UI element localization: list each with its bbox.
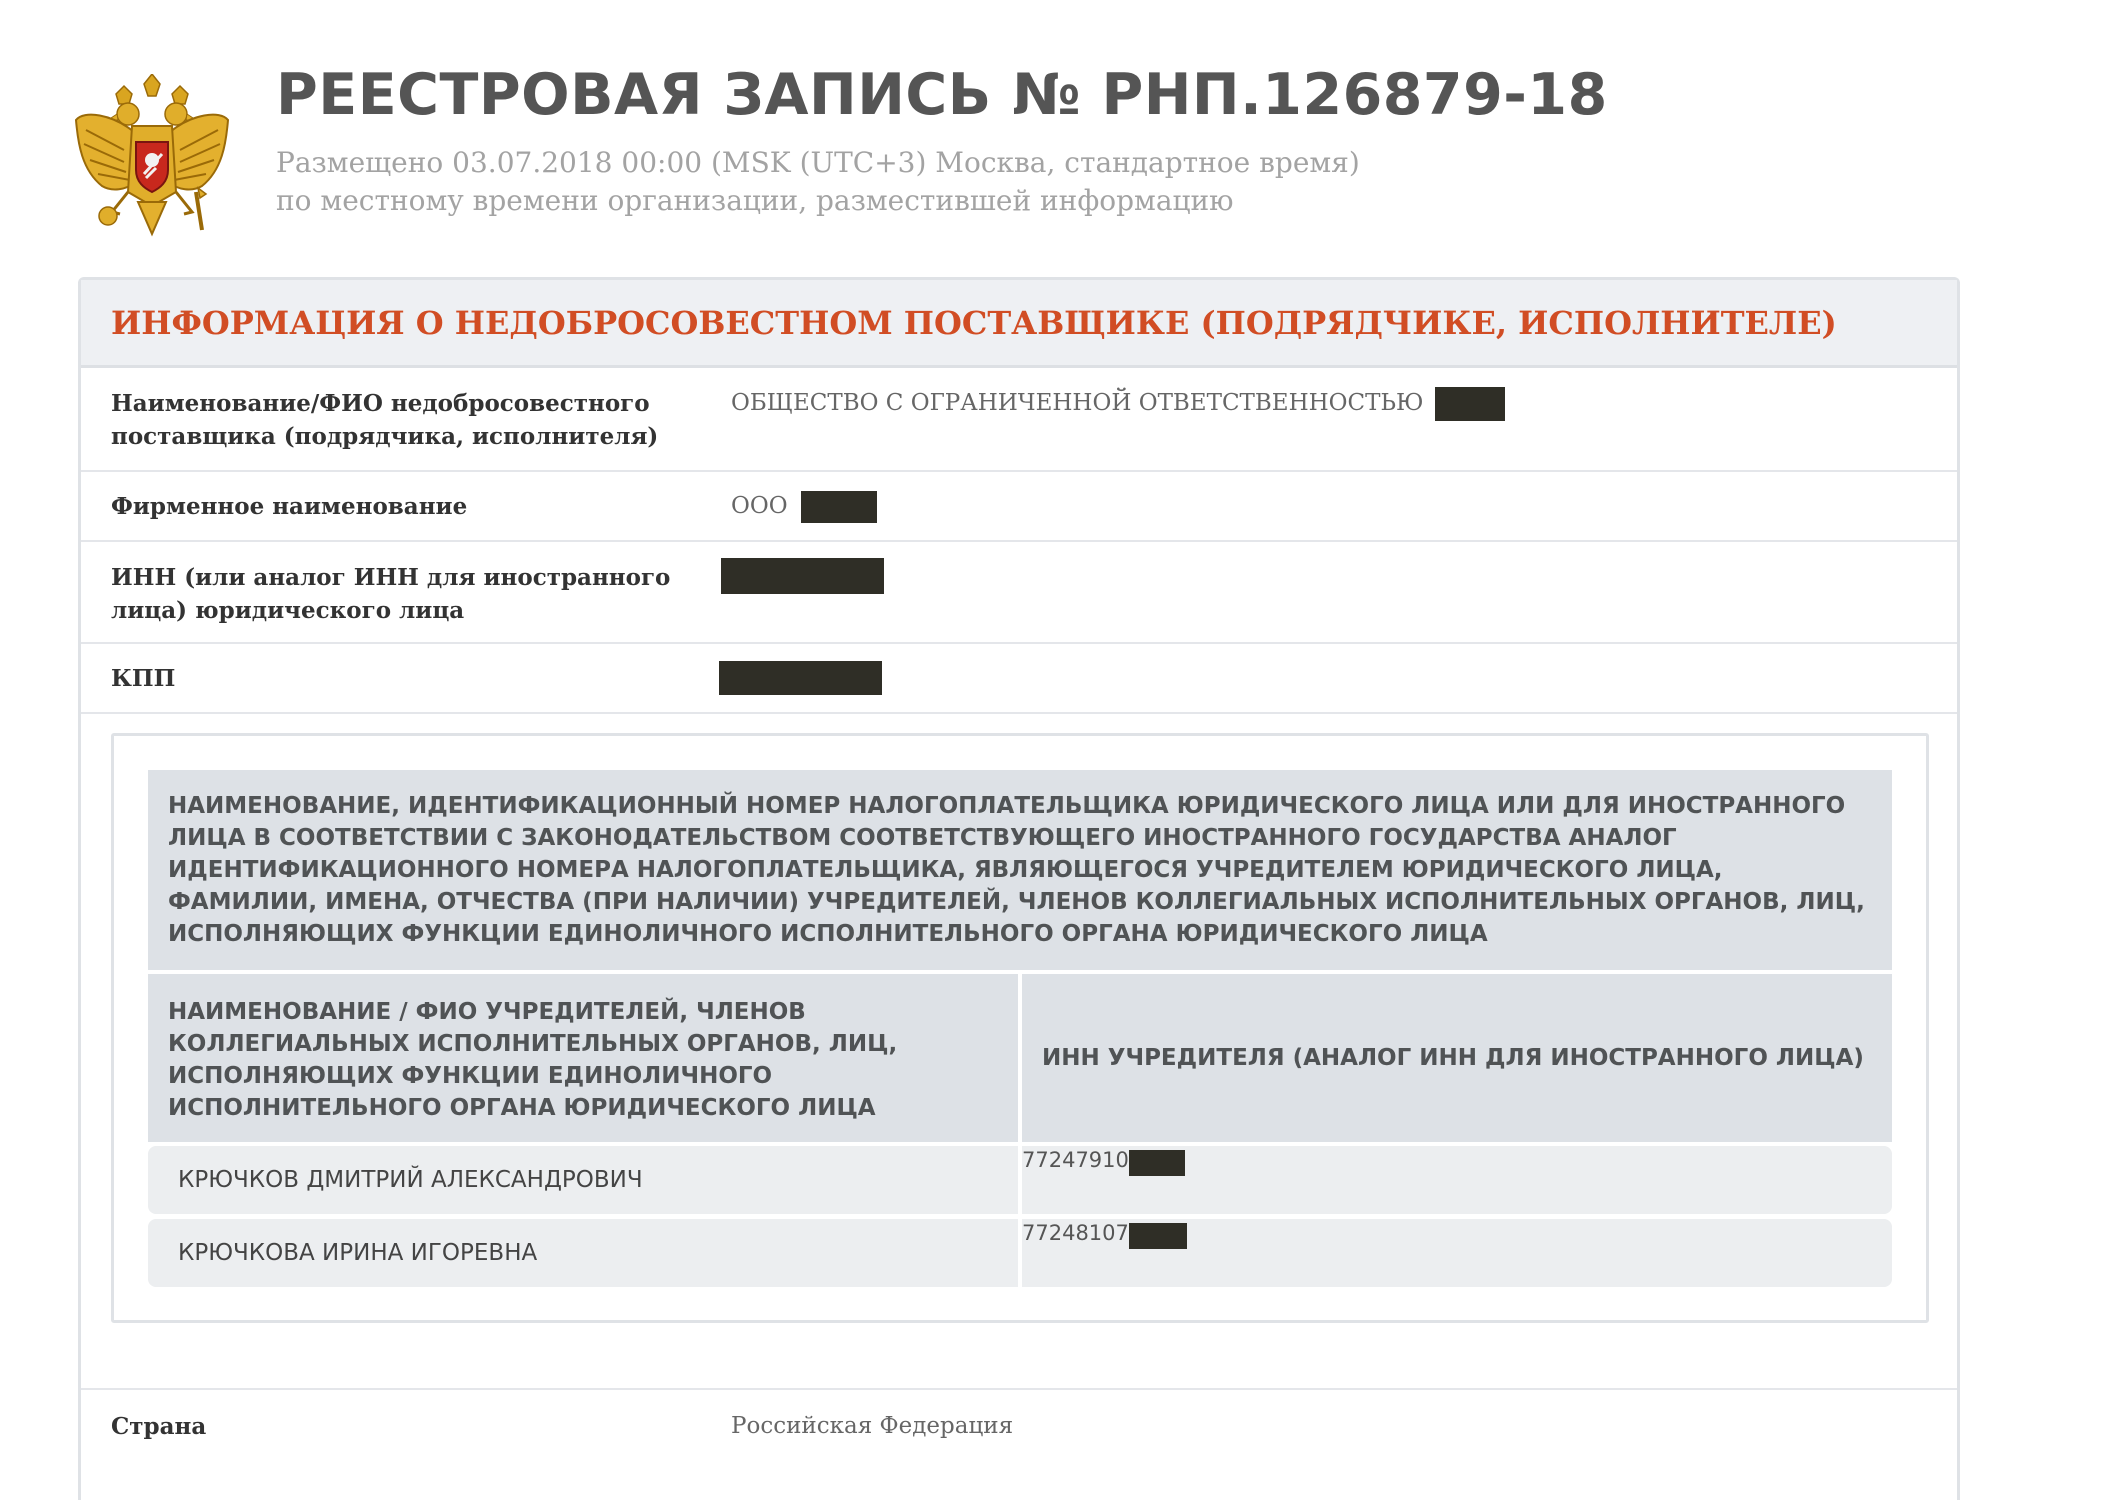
founder-inn: 77248107	[1022, 1221, 1129, 1245]
column-header-name: НАИМЕНОВАНИЕ / ФИО УЧРЕДИТЕЛЕЙ, ЧЛЕНОВ КОЛЛЕГИАЛЬНЫХ ИСПОЛНИТЕЛЬНЫХ ОРГАНОВ, ЛИЦ, ИСПОЛНЯЮЩИХ ФУНКЦИИ ЕДИНОЛИЧНОГО ИСПОЛНИТЕЛЬНОГО ОРГАНА ЮРИДИЧЕСКОГО ЛИЦА	[148, 974, 1018, 1142]
founder-name: КРЮЧКОВА ИРИНА ИГОРЕВНА	[148, 1219, 1018, 1287]
founders-section-title: НАИМЕНОВАНИЕ, ИДЕНТИФИКАЦИОННЫЙ НОМЕР НАЛОГОПЛАТЕЛЬЩИКА ЮРИДИЧЕСКОГО ЛИЦА ИЛИ ДЛЯ ИНОСТРАННОГО ЛИЦА В СООТВЕТСТВИИ С ЗАКОНОДАТЕЛЬСТВОМ СООТВЕТСТВУЮЩЕГО ИНОСТРАННОГО ГОСУДАРСТВА АНАЛОГ ИДЕНТИФИКАЦИОННОГО НОМЕРА НАЛОГОПЛАТЕЛЬЩИКА, ЯВЛЯЮЩЕГОСЯ УЧРЕДИТЕЛЕМ ЮРИДИЧЕСКОГО ЛИЦА, ФАМИЛИИ, ИМЕНА, ОТЧЕСТВА (ПРИ НАЛИЧИИ) УЧРЕДИТЕЛЕЙ, ЧЛЕНОВ КОЛЛЕГИАЛЬНЫХ ИСПОЛНИТЕЛЬНЫХ ОРГАНОВ, ЛИЦ, ИСПОЛНЯЮЩИХ ФУНКЦИИ ЕДИНОЛИЧНОГО ИСПОЛНИТЕЛЬНОГО ОРГАНА ЮРИДИЧЕСКОГО ЛИЦА	[148, 770, 1892, 970]
table-row	[148, 1146, 1892, 1214]
row-label: Страна	[111, 1413, 207, 1440]
posted-timestamp	[276, 144, 1360, 220]
redacted-block	[1129, 1150, 1185, 1176]
row-value	[731, 387, 1505, 421]
russian-coat-of-arms-icon	[72, 74, 232, 240]
row-label: Наименование/ФИО недобросовестного поставщика (подрядчика, исполнителя)	[111, 390, 659, 450]
founders-section	[111, 733, 1929, 1323]
card-header	[81, 280, 1957, 368]
row-country	[81, 1388, 1957, 1462]
row-value	[721, 558, 884, 594]
posted-line-2: по местному времени организации, разместившей информацию	[276, 184, 1234, 217]
card-title: ИНФОРМАЦИЯ О НЕДОБРОСОВЕСТНОМ ПОСТАВЩИКЕ (ПОДРЯДЧИКЕ, ИСПОЛНИТЕЛЕ)	[111, 303, 1837, 342]
founder-inn-cell	[1022, 1219, 1892, 1287]
supplier-info-card	[78, 277, 1960, 1500]
row-kpp	[81, 644, 1957, 714]
posted-line-1: Размещено 03.07.2018 00:00 (MSK (UTC+3) Москва, стандартное время)	[276, 146, 1360, 179]
row-value	[719, 661, 882, 695]
row-value	[731, 490, 877, 523]
row-label: Фирменное наименование	[111, 493, 468, 520]
redacted-block	[721, 558, 884, 594]
founder-inn: 77247910	[1022, 1148, 1129, 1172]
supplier-name-text: ОБЩЕСТВО С ОГРАНИЧЕННОЙ ОТВЕТСТВЕННОСТЬЮ	[731, 390, 1424, 416]
row-value: Российская Федерация	[731, 1413, 1014, 1439]
row-label: ИНН (или аналог ИНН для иностранного лица) юридического лица	[111, 564, 671, 624]
founder-inn-cell	[1022, 1146, 1892, 1214]
redacted-block	[1129, 1223, 1187, 1249]
column-header-inn	[1022, 974, 1892, 1142]
row-trade-name	[81, 472, 1957, 542]
trade-name-text: ООО	[731, 493, 788, 519]
page-title: РЕЕСТРОВАЯ ЗАПИСЬ № РНП.126879-18	[276, 62, 1608, 128]
redacted-block	[801, 491, 877, 523]
redacted-block	[719, 661, 882, 695]
redacted-block	[1435, 387, 1505, 421]
row-inn	[81, 542, 1957, 644]
table-row	[148, 1219, 1892, 1287]
row-label: КПП	[111, 665, 176, 692]
column-header-inn-text: ИНН УЧРЕДИТЕЛЯ (АНАЛОГ ИНН ДЛЯ ИНОСТРАННОГО ЛИЦА)	[1042, 1045, 1864, 1071]
founder-name: КРЮЧКОВ ДМИТРИЙ АЛЕКСАНДРОВИЧ	[148, 1146, 1018, 1214]
row-supplier-name	[81, 368, 1957, 472]
